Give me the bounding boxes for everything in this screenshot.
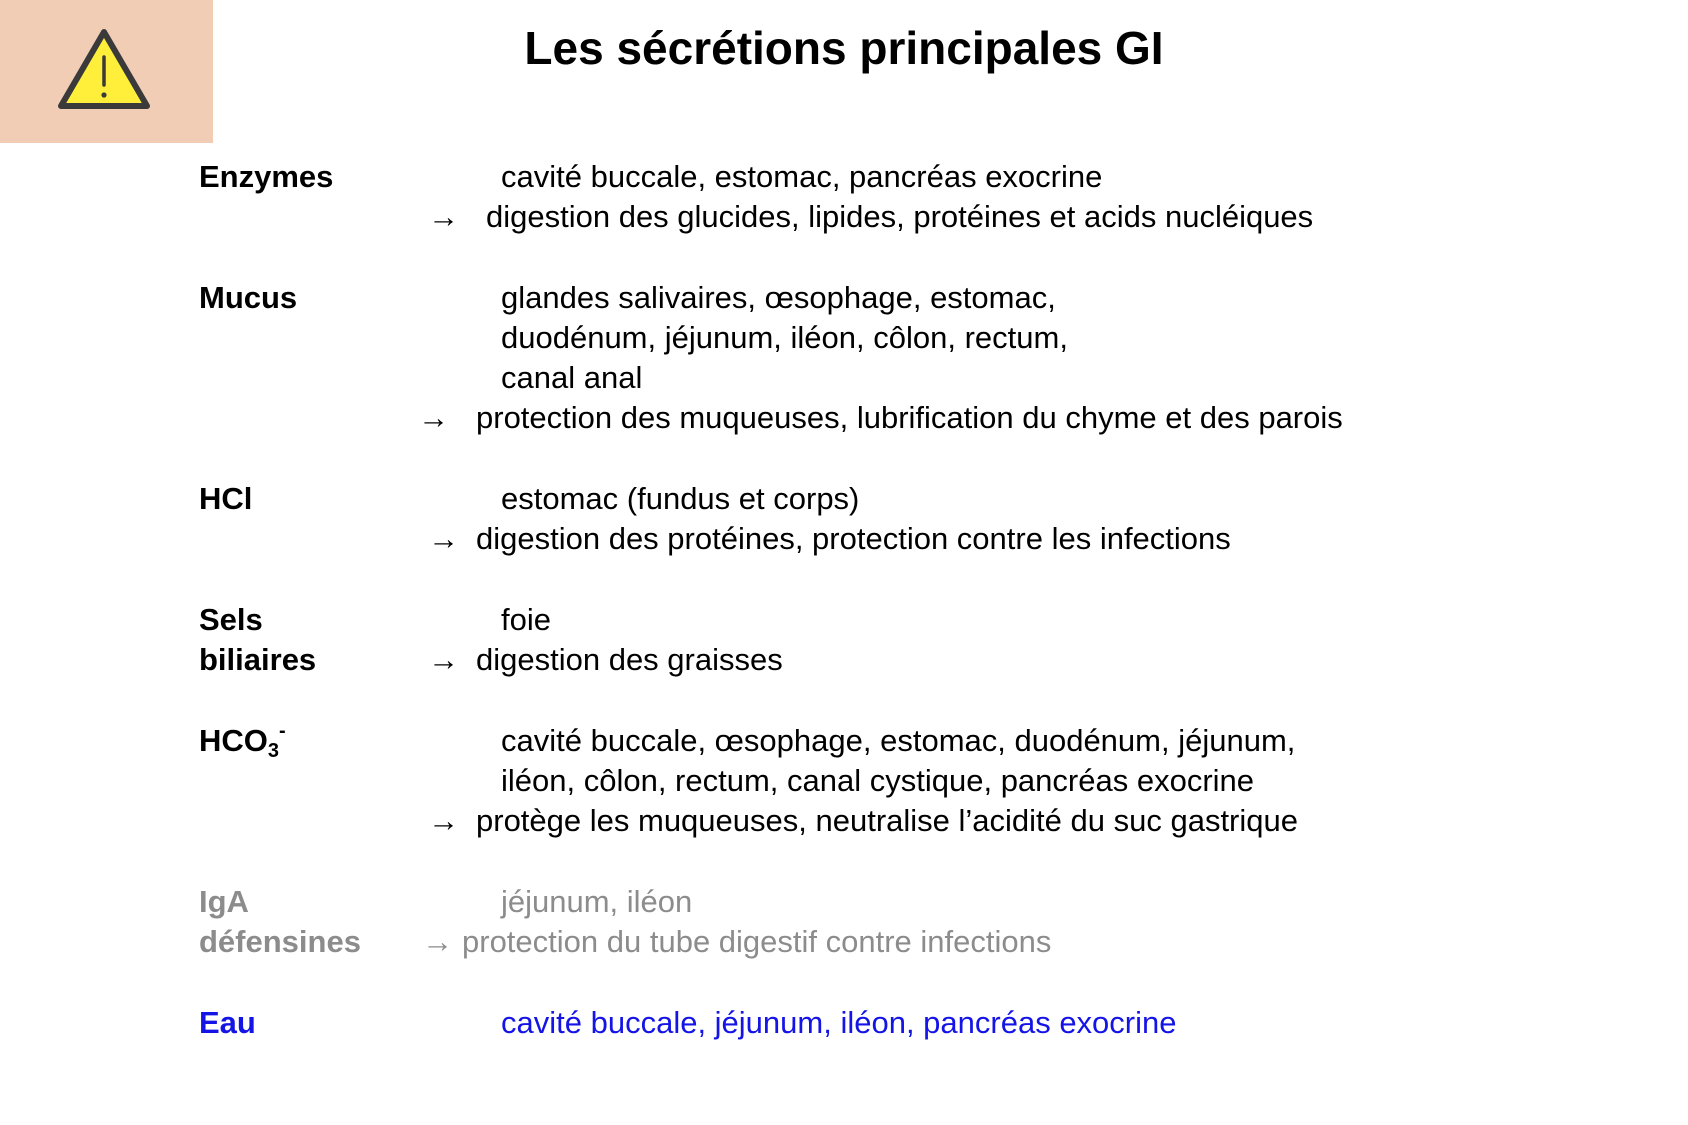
hco3-superscript: -: [279, 720, 286, 742]
arrow-icon: →: [428, 803, 459, 838]
arrow-icon: →: [418, 400, 449, 435]
hcl-source: estomac (fundus et corps): [501, 481, 860, 516]
arrow-icon: →: [428, 199, 459, 234]
label-biliaires: biliaires: [199, 642, 317, 677]
label-defensines: défensines: [199, 924, 361, 959]
enzymes-effect: digestion des glucides, lipides, protéines et acids nucléiques: [486, 199, 1314, 234]
mucus-effect: protection des muqueuses, lubrification du chyme et des parois: [476, 400, 1343, 435]
label-eau: Eau: [199, 1005, 256, 1040]
label-hcl: HCl: [199, 481, 253, 516]
hco3-source: iléon, côlon, rectum, canal cystique, pancréas exocrine: [501, 763, 1255, 798]
label-hco3: [199, 721, 286, 761]
iga-source: jéjunum, iléon: [501, 884, 693, 919]
iga-effect: protection du tube digestif contre infections: [462, 924, 1052, 959]
arrow-icon: →: [422, 924, 453, 959]
mucus-source: canal anal: [501, 360, 643, 395]
page-title: Les sécrétions principales GI: [524, 22, 1164, 74]
sels-source: foie: [501, 602, 551, 637]
mucus-source: duodénum, jéjunum, iléon, côlon, rectum,: [501, 320, 1068, 355]
hco3-subscript: 3: [267, 740, 280, 762]
enzymes-source: cavité buccale, estomac, pancréas exocrine: [501, 159, 1103, 194]
label-iga: IgA: [199, 884, 249, 919]
hco3-source: cavité buccale, œsophage, estomac, duodénum, jéjunum,: [501, 723, 1296, 758]
eau-source: cavité buccale, jéjunum, iléon, pancréas exocrine: [501, 1005, 1177, 1040]
mucus-source: glandes salivaires, œsophage, estomac,: [501, 280, 1056, 315]
label-mucus: Mucus: [199, 280, 298, 315]
hco3-effect: protège les muqueuses, neutralise l’acidité du suc gastrique: [476, 803, 1298, 838]
label-enzymes: Enzymes: [199, 159, 334, 194]
label-sels: Sels: [199, 602, 263, 637]
hco3-main: HCO: [199, 723, 268, 758]
hcl-effect: digestion des protéines, protection contre les infections: [476, 521, 1231, 556]
arrow-icon: →: [428, 642, 459, 677]
sels-effect: digestion des graisses: [476, 642, 783, 677]
arrow-icon: →: [428, 521, 459, 556]
